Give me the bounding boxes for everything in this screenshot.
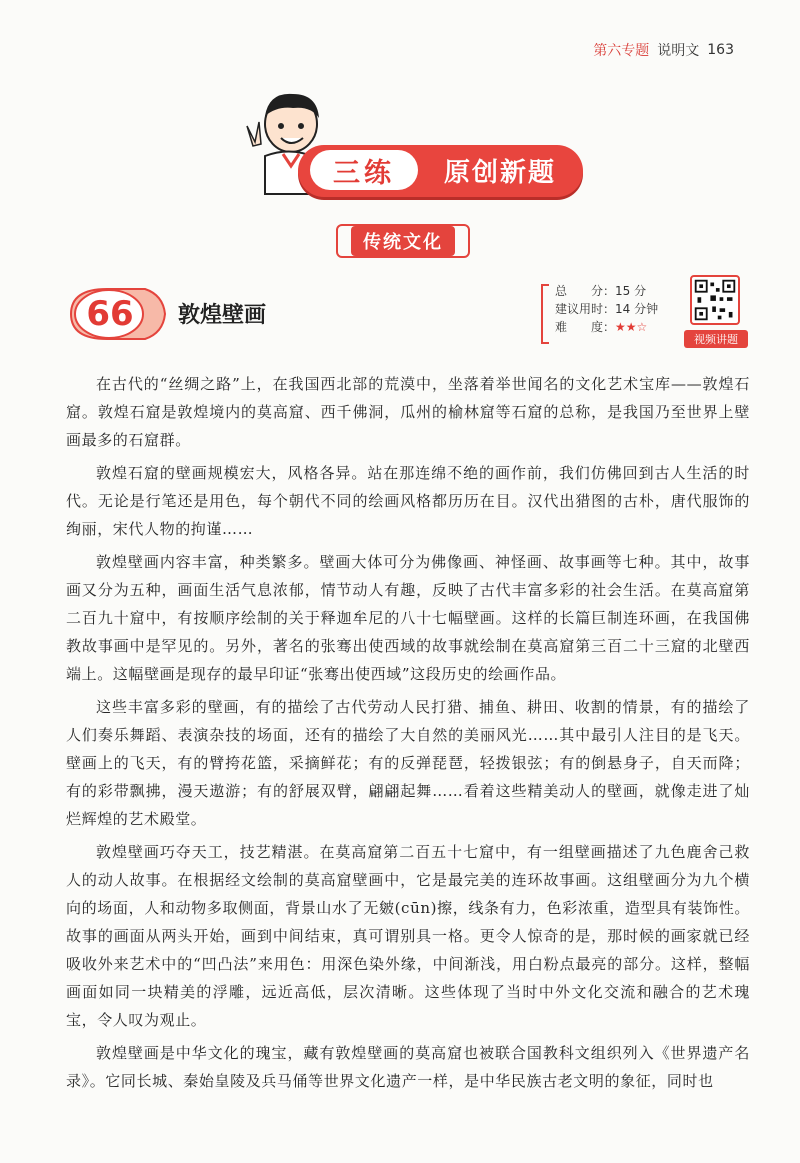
banner-right-label: 原创新题 bbox=[443, 157, 556, 188]
time-label: 建议用时： bbox=[555, 302, 616, 316]
time-value: 14 分钟 bbox=[615, 302, 659, 316]
topic-label: 第六专题 bbox=[593, 43, 650, 59]
section-tag-label: 传统文化 bbox=[351, 226, 455, 256]
page-header bbox=[593, 40, 734, 60]
section-tag bbox=[336, 224, 470, 258]
paragraph: 这些丰富多彩的壁画，有的描绘了古代劳动人民打猎、捕鱼、耕田、收割的情景，有的描绘了人们奏乐舞蹈、表演杂技的场面，还有的描绘了大自然的美丽风光……其中最引人注目的是飞天。壁画上的飞天，有的臂挎花篮，采摘鲜花；有的反弹琵琶，轻拨银弦；有的倒悬身子，自天而降；有的彩带飘拂，漫天遨游；有的舒展双臂，翩翩起舞……看着这些精美动人的壁画，就像走进了灿烂辉煌的艺术殿堂。 bbox=[66, 698, 750, 828]
paragraph: 敦煌壁画巧夺天工，技艺精湛。在莫高窟第二百五十七窟中，有一组壁画描述了九色鹿舍己救人的动人故事。在根据经文绘制的莫高窟壁画中，它是最完美的连环故事画。这组壁画分为九个横向的场面，人和动物多取侧面，背景山水了无皴(cūn)擦，线条有力，色彩浓重，造型具有装饰性。故事的画面从两头开始，画到中间结束，真可谓别具一格。更令人惊奇的是，那时候的画家就已经吸收外来艺术中的“凹凸法”来用色：用深色染外缘，中间渐浅，用白粉点最亮的部分。这样，整幅画面如同一块精美的浮雕，远近高低，层次清晰。这些体现了当时中外文化交流和融合的艺术瑰宝，令人叹为观止。 bbox=[66, 843, 750, 1029]
lesson-title: 敦煌壁画 bbox=[178, 303, 267, 328]
article-body bbox=[66, 370, 750, 1100]
difficulty-stars: ★★☆ bbox=[615, 320, 648, 334]
difficulty-label: 难 度： bbox=[555, 320, 616, 334]
total-score-row bbox=[541, 282, 677, 300]
paragraph: 敦煌壁画内容丰富，种类繁多。壁画大体可分为佛像画、神怪画、故事画等七种。其中，故事画又分为五种，画面生活气息浓郁，情节动人有趣，反映了古代丰富多彩的社会生活。在莫高窟第二百九十窟中，有按顺序绘制的关于释迦牟尼的八十七幅壁画。这样的长篇巨制连环画，在我国佛教故事画中是罕见的。另外，著名的张骞出使西域的故事就绘制在莫高窟第三百二十三窟的北壁西端上。这幅壁画是现存的最早印证“张骞出使西域”这段历史的绘画作品。 bbox=[66, 553, 750, 683]
lesson-number: 66 bbox=[86, 294, 134, 334]
video-lecture-label[interactable]: 视频讲题 bbox=[684, 330, 748, 348]
total-value: 15 分 bbox=[615, 284, 647, 298]
paragraph: 敦煌壁画是中华文化的瑰宝，藏有敦煌壁画的莫高窟也被联合国教科文组织列入《世界遗产名录》。它同长城、秦始皇陵及兵马俑等世界文化遗产一样，是中华民族古老文明的象征，同时也 bbox=[66, 1044, 750, 1090]
paragraph: 在古代的“丝绸之路”上，在我国西北部的荒漠中，坐落着举世闻名的文化艺术宝库——敦煌石窟。敦煌石窟是敦煌境内的莫高窟、西千佛洞，瓜州的榆林窟等石窟的总称，是我国乃至世界上壁画最多的石窟群。 bbox=[66, 375, 750, 449]
total-label: 总 分： bbox=[555, 284, 616, 298]
exercise-info bbox=[541, 282, 677, 344]
subject-label: 说明文 bbox=[657, 43, 700, 59]
info-bracket bbox=[541, 284, 549, 344]
qr-code[interactable] bbox=[690, 275, 740, 325]
difficulty-row bbox=[541, 318, 677, 336]
time-row bbox=[541, 300, 677, 318]
paragraph: 敦煌石窟的壁画规模宏大，风格各异。站在那连绵不绝的画作前，我们仿佛回到古人生活的时代。无论是行笔还是用色，每个朝代不同的绘画风格都历历在目。汉代出猎图的古朴，唐代服饰的绚丽，宋代人物的拘谨…… bbox=[66, 464, 750, 538]
page-number: 163 bbox=[707, 42, 734, 58]
banner-left-label: 三练 bbox=[310, 150, 418, 190]
